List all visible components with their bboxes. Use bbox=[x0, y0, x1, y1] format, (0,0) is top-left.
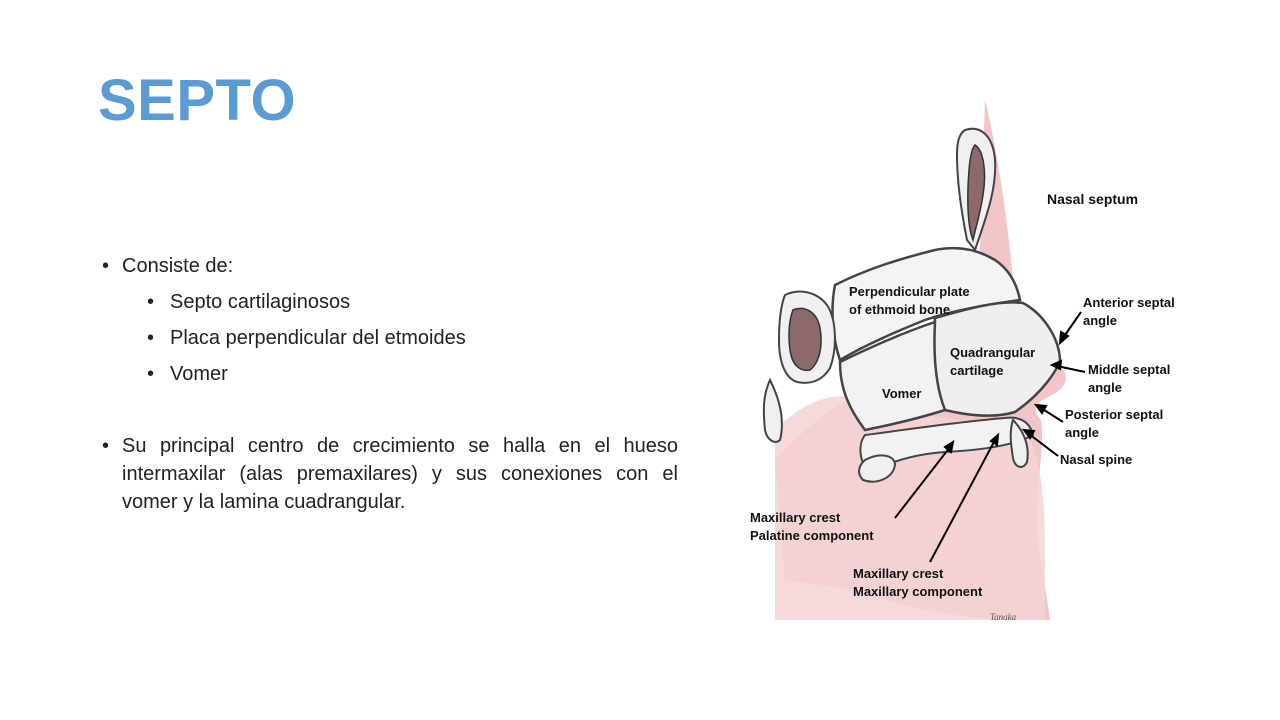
label-quadrangular-1: Quadrangular bbox=[950, 345, 1036, 360]
label-middle-septal-2: angle bbox=[1088, 380, 1122, 395]
label-posterior-septal-2: angle bbox=[1065, 425, 1099, 440]
slide-body bbox=[102, 252, 678, 516]
sub-bullet-list-wrapper bbox=[102, 284, 678, 392]
label-nasal-spine: Nasal spine bbox=[1060, 452, 1133, 467]
arrow-anterior-septal bbox=[1060, 312, 1081, 343]
illustrator-signature: Tanaka bbox=[990, 612, 1017, 622]
label-maxillary-crest-maxillary-2: Maxillary component bbox=[853, 584, 983, 599]
sphenoid-sinus-cavity bbox=[789, 308, 821, 370]
septum-diagram bbox=[745, 100, 1215, 630]
bullet-intro: • Consiste de: bbox=[102, 252, 678, 280]
label-maxillary-crest-palatine-2: Palatine component bbox=[750, 528, 874, 543]
label-middle-septal-1: Middle septal bbox=[1088, 362, 1171, 377]
sub-bullet-item: • Placa perpendicular del etmoides bbox=[102, 320, 678, 356]
label-maxillary-crest-maxillary-1: Maxillary crest bbox=[853, 566, 944, 581]
label-perpendicular-plate-2: of ethmoid bone bbox=[849, 302, 951, 317]
sub-bullet-list bbox=[102, 284, 678, 392]
label-posterior-septal-1: Posterior septal bbox=[1065, 407, 1164, 422]
sub-bullet-item: • Vomer bbox=[102, 356, 678, 392]
label-vomer: Vomer bbox=[882, 386, 922, 401]
label-anterior-septal-1: Anterior septal bbox=[1083, 295, 1175, 310]
sub-bullet-item: • Septo cartilaginosos bbox=[102, 284, 678, 320]
label-maxillary-crest-palatine-1: Maxillary crest bbox=[750, 510, 841, 525]
bullet-list bbox=[102, 252, 678, 516]
label-perpendicular-plate-1: Perpendicular plate bbox=[849, 284, 970, 299]
slide-title: SEPTO bbox=[98, 68, 297, 133]
label-nasal-septum: Nasal septum bbox=[1047, 191, 1139, 207]
label-quadrangular-2: cartilage bbox=[950, 363, 1004, 378]
nasal-septum-illustration bbox=[745, 100, 1215, 630]
bullet-paragraph: • Su principal centro de crecimiento se halla en el hueso intermaxilar (alas premaxilares) y sus conexiones con el vomer y la lamina cuadrangular. bbox=[102, 432, 678, 516]
label-anterior-septal-2: angle bbox=[1083, 313, 1117, 328]
posterior-bone-fragment bbox=[764, 380, 782, 442]
